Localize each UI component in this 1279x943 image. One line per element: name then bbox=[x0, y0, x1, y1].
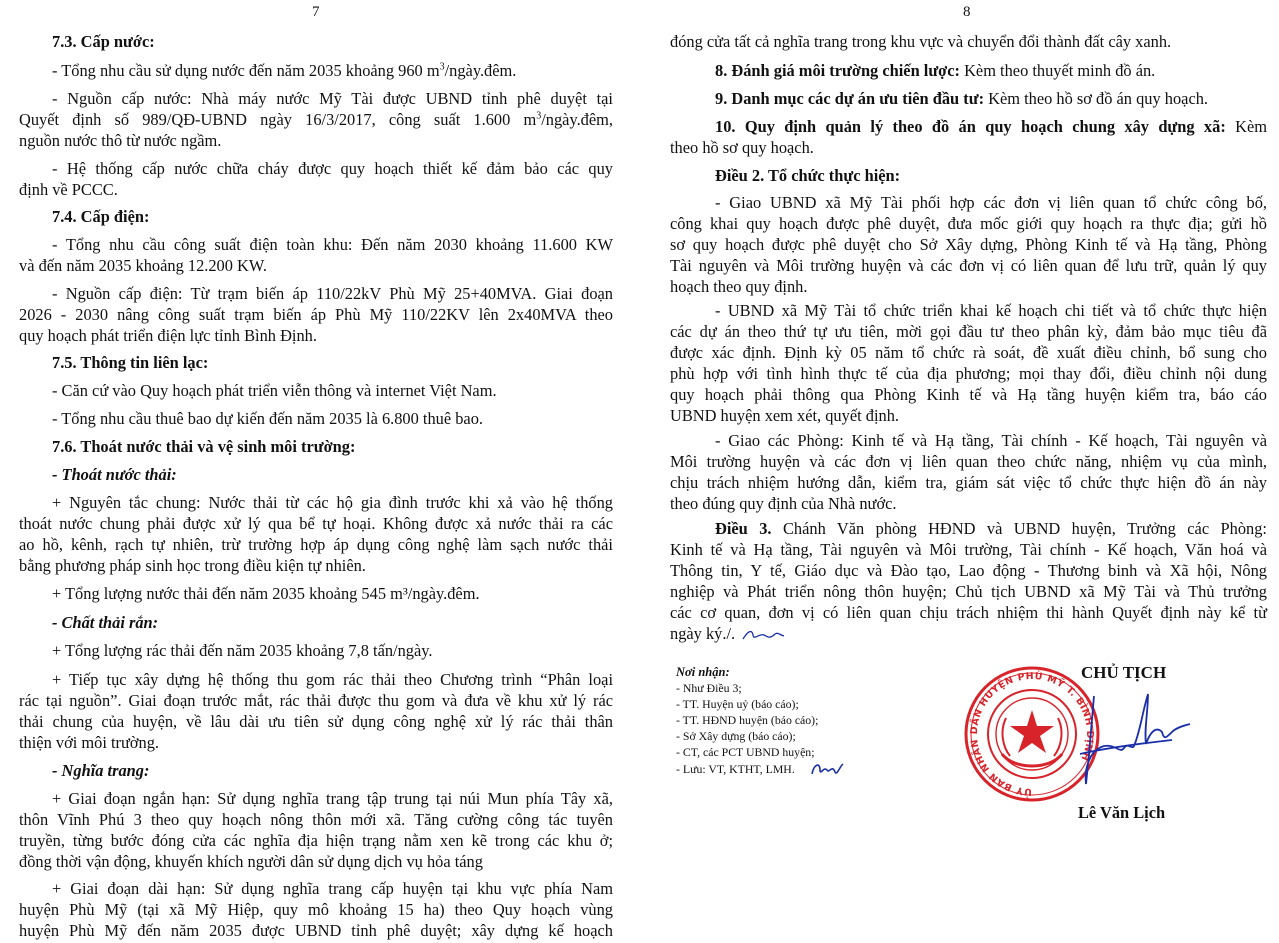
paragraph-line: quy hoạch phát triển điện lực tỉnh Bình Định. bbox=[19, 326, 317, 345]
paragraph-line: - Căn cứ vào Quy hoạch phát triển viễn thông và internet Việt Nam. bbox=[52, 381, 497, 400]
signer-title: CHỦ TỊCH bbox=[1081, 663, 1167, 682]
section-9 bbox=[715, 88, 1208, 109]
article-3-heading: Điều 3. bbox=[715, 519, 772, 538]
section-9-heading: 9. Danh mục các dự án ưu tiên đầu tư: bbox=[715, 89, 985, 108]
paragraph-line: sơ quy hoạch được phê duyệt cho Sở Xây dựng, Phòng Kinh tế và Hạ tầng, Phòng bbox=[670, 235, 1267, 254]
heading-7-3: 7.3. Cấp nước: bbox=[52, 32, 155, 51]
paragraph-line: - UBND xã Mỹ Tài tổ chức triển khai kế hoạch chi tiết và tổ chức thực hiện bbox=[715, 301, 1267, 320]
paragraph-line: Môi trường huyện và các đơn vị liên quan theo chức năng, nhiệm vụ của mình, bbox=[670, 452, 1267, 471]
recipient-item: - TT. HĐND huyện (báo cáo); bbox=[676, 713, 819, 727]
paragraph-line: hoạch theo quy định. bbox=[670, 277, 808, 296]
paragraph-line: quy hoạch phải thông qua Phòng Kinh tế và Hạ tầng huyện kiểm tra, báo cáo bbox=[670, 385, 1267, 404]
paragraph-line: công khai quy hoạch được phê duyệt, đưa mốc giới quy hoạch ra thực địa; gửi hồ bbox=[670, 214, 1267, 233]
paragraph-line: UBND huyện xem xét, quyết định. bbox=[670, 406, 899, 425]
paragraph-line: Quyết định số 989/QĐ-UBND ngày 16/3/2017, công suất 1.600 $m^3/ngày.đêm$, bbox=[19, 110, 613, 129]
section-10-text: Kèm bbox=[1225, 117, 1267, 136]
paragraph-line: 2026 - 2030 nâng công suất trạm biến áp Phù Mỹ 110/22KV lên 2x40MVA theo bbox=[19, 305, 613, 324]
subheading-cemetery: - Nghĩa trang: bbox=[52, 761, 150, 780]
page-number: 8 bbox=[963, 4, 971, 20]
paragraph-line: - Nguồn cấp điện: Từ trạm biến áp 110/22kV Phù Mỹ 25+40MVA. Giai đoạn bbox=[52, 284, 613, 303]
section-10-heading: 10. Quy định quản lý theo đồ án quy hoạch chung xây dựng xã: bbox=[715, 117, 1226, 136]
water-demand: - Tổng nhu cầu sử dụng nước đến năm 2035 khoảng 960 $m^3/ngày.đêm$. bbox=[52, 61, 517, 80]
recipient-item: - CT, các PCT UBND huyện; bbox=[676, 745, 815, 759]
paragraph-line: - Giao UBND xã Mỹ Tài phối hợp các đơn vị liên quan tổ chức công bố, bbox=[715, 193, 1267, 212]
article-3-text: Chánh Văn phòng HĐND và UBND huyện, Trưởng các Phòng: bbox=[771, 519, 1267, 538]
paragraph-line: thôn Vĩnh Phú 3 theo quy hoạch nông thôn mới xã. Tăng cường công tác tuyên bbox=[19, 810, 613, 829]
paragraph-line: Kinh tế và Hạ tầng, Tài nguyên và Môi trường, Tài chính - Kế hoạch, Văn hoá và bbox=[670, 540, 1267, 559]
subheading-wastewater: - Thoát nước thải: bbox=[52, 465, 177, 484]
svg-text:ỦY BAN NHÂN DÂN HUYỆN PHÙ MỸ T: ỦY BAN NHÂN DÂN HUYỆN PHÙ MỸ T. BÌNH ĐỊNH bbox=[968, 670, 1096, 798]
heading-7-4: 7.4. Cấp điện: bbox=[52, 207, 150, 226]
recipient-item: - TT. Huyện uỷ (báo cáo); bbox=[676, 697, 799, 711]
paragraph-line: ngày ký./. bbox=[670, 624, 736, 643]
heading-7-5: 7.5. Thông tin liên lạc: bbox=[52, 353, 209, 372]
initial-mark bbox=[740, 625, 790, 645]
paragraph-line: + Giai đoạn dài hạn: Sử dụng nghĩa trang cấp huyện tại khu vực phía Nam bbox=[52, 879, 613, 898]
paragraph-line: - Tổng nhu cầu thuê bao dự kiến đến năm 2035 là 6.800 thuê bao. bbox=[52, 409, 483, 428]
paragraph-line: theo đúng quy định của Nhà nước. bbox=[670, 494, 897, 513]
section-8-heading: 8. Đánh giá môi trường chiến lược: bbox=[715, 61, 960, 80]
subheading-solid-waste: - Chất thải rắn: bbox=[52, 613, 159, 632]
paragraph-line: nghiệp và Phát triển nông thôn huyện; Chủ tịch UBND xã Mỹ Tài và Thủ trưởng bbox=[670, 582, 1267, 601]
paragraph-line: các dự án theo thứ tự ưu tiên, mời gọi đầu tư theo phân kỳ, đảm bảo mục tiêu đã bbox=[670, 322, 1267, 341]
section-8-text: Kèm theo thuyết minh đồ án. bbox=[959, 61, 1156, 80]
paragraph-line: + Nguyên tắc chung: Nước thải từ các hộ gia đình trước khi xả vào hệ thống bbox=[52, 493, 613, 512]
paragraph-line: bằng phương pháp sinh học trong điều kiện tự nhiên. bbox=[19, 556, 366, 575]
paragraph-line: thiện với môi trường. bbox=[19, 733, 160, 752]
article-2-heading: Điều 2. Tổ chức thực hiện: bbox=[715, 166, 901, 185]
paragraph-line: được xác định. Định kỳ 05 năm tổ chức rà soát, đề xuất điều chỉnh, bổ sung cho bbox=[670, 343, 1267, 362]
page-8 bbox=[640, 0, 1279, 943]
paragraph-line: truyền, từng bước đóng cửa các nghĩa địa hiện trạng nằm xen kẽ trong các khu ở; bbox=[19, 831, 613, 850]
paragraph-line: - Tổng nhu cầu công suất điện toàn khu: Đến năm 2030 khoảng 11.600 KW bbox=[52, 235, 613, 254]
paragraph-line: Thông tin, Y tế, Giáo dục và Đào tạo, Lao động - Thương binh và Xã hội, Nông bbox=[670, 561, 1267, 580]
paragraph-line: + Giai đoạn ngắn hạn: Sử dụng nghĩa trang tập trung tại núi Mun phía Tây xã, bbox=[52, 789, 613, 808]
heading-7-6: 7.6. Thoát nước thải và vệ sinh môi trường: bbox=[52, 437, 356, 456]
paragraph-line: + Tiếp tục xây dựng hệ thống thu gom rác thải theo Chương trình “Phân loại bbox=[52, 670, 613, 689]
signature bbox=[1076, 688, 1196, 796]
paragraph-line: - Nguồn cấp nước: Nhà máy nước Mỹ Tài được UBND tỉnh phê duyệt tại bbox=[52, 89, 613, 108]
clerk-initials bbox=[808, 758, 846, 782]
section-8 bbox=[715, 60, 1155, 81]
paragraph-line: - Giao các Phòng: Kinh tế và Hạ tầng, Tài chính - Kế hoạch, Tài nguyên và bbox=[715, 431, 1267, 450]
paragraph-line: ao hồ, kênh, rạch tự nhiên, trừ trường hợp áp dụng công nghệ làm sạch nước thải bbox=[19, 535, 613, 554]
recipient-item: - Lưu: VT, KTHT, LMH. bbox=[676, 762, 795, 776]
paragraph-line: định về PCCC. bbox=[19, 180, 118, 199]
paragraph-line: huyện Phù Mỹ đến năm 2035 được UBND tỉnh phê duyệt; xây dựng kế hoạch bbox=[19, 921, 613, 940]
paragraph-line: phù hợp với tình hình thực tế của địa phương; mọi thay đổi, điều chỉnh nội dung bbox=[670, 364, 1267, 383]
signer-name: Lê Văn Lịch bbox=[1078, 803, 1166, 822]
paragraph-line: - Hệ thống cấp nước chữa cháy được quy hoạch thiết kế đảm bảo các quy bbox=[52, 159, 613, 178]
paragraph-line: theo hồ sơ quy hoạch. bbox=[670, 138, 814, 157]
paragraph-line: và đến năm 2035 khoảng 12.200 KW. bbox=[19, 256, 267, 275]
paragraph-line: + Tổng lượng nước thải đến năm 2035 khoảng 545 m³/ngày.đêm. bbox=[52, 584, 480, 603]
paragraph-line: thoát nước chung phải được xử lý qua bể tự hoại. Không được xả nước thải ra các bbox=[19, 514, 613, 533]
paragraph-line: nguồn nước thô từ nước ngầm. bbox=[19, 131, 222, 150]
section-10 bbox=[670, 116, 1267, 137]
paragraph-line: huyện Phù Mỹ (tại xã Mỹ Hiệp, quy mô khoảng 15 ha) theo Quy hoạch vùng bbox=[19, 900, 613, 919]
paragraph-line: các cơ quan, đơn vị có liên quan chịu trách nhiệm thi hành Quyết định này kể từ bbox=[670, 603, 1267, 622]
paragraph-line: rác tại nguồn”. Giai đoạn trước mắt, rác thải được thu gom và đưa về khu xử lý rác bbox=[19, 691, 613, 710]
paragraph-line: + Tổng lượng rác thải đến năm 2035 khoảng 7,8 tấn/ngày. bbox=[52, 641, 433, 660]
paragraph-line: chịu trách nhiệm hướng dẫn, kiểm tra, giám sát việc tổ chức thực hiện đồ án này bbox=[670, 473, 1267, 492]
recipient-item: - Sở Xây dựng (báo cáo); bbox=[676, 729, 796, 743]
paragraph-line: Tài nguyên và Môi trường huyện và các đơn vị có liên quan để lưu trữ, quản lý quy bbox=[670, 256, 1267, 275]
paragraph-line: đồng thời vận động, khuyến khích người dân sử dụng dịch vụ hỏa táng bbox=[19, 852, 483, 871]
page-number: 7 bbox=[312, 4, 320, 20]
recipients-title: Nơi nhận: bbox=[676, 665, 730, 679]
paragraph-line: thải chung của huyện, về lâu dài ưu tiên sử dụng công nghệ xử lý rác thải thân bbox=[19, 712, 613, 731]
article-3 bbox=[670, 518, 1267, 539]
recipient-item: - Như Điều 3; bbox=[676, 681, 742, 695]
paragraph-line: đóng cửa tất cả nghĩa trang trong khu vực và chuyển đổi thành đất cây xanh. bbox=[670, 32, 1172, 51]
section-9-text: Kèm theo hồ sơ đồ án quy hoạch. bbox=[984, 89, 1209, 108]
